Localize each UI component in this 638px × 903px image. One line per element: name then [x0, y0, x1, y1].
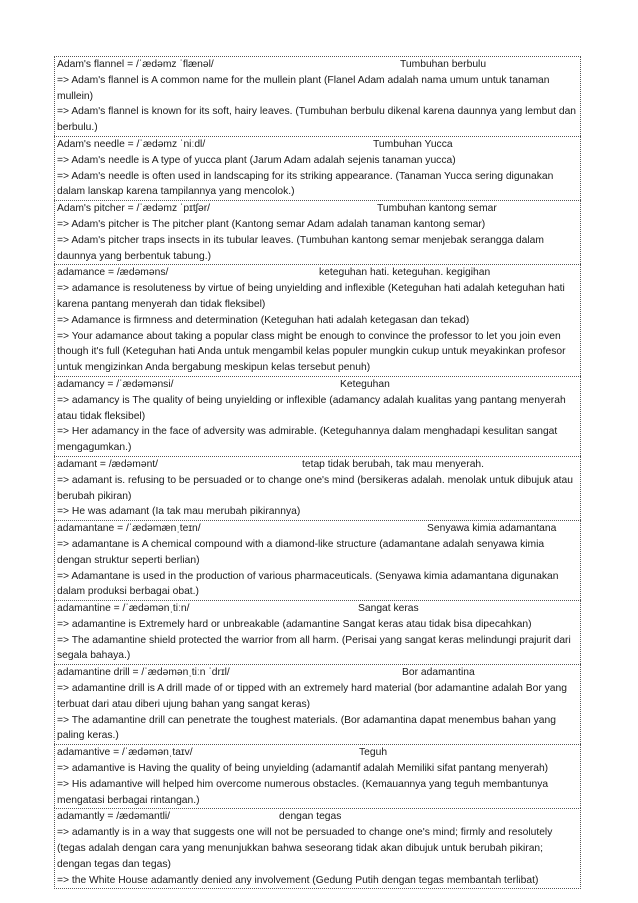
- example-line: => He was adamant (Ia tak mau merubah pikirannya): [57, 506, 301, 518]
- example-line: => adamantive is Having the quality of being unyielding (adamantif adalah Memiliki sifat pantang menyerah): [57, 763, 549, 775]
- headword: adamancy = /ˈædəmənsi/: [57, 378, 174, 390]
- entry-header: [57, 457, 579, 473]
- translation: tetap tidak berubah, tak mau menyerah.: [302, 458, 485, 470]
- entry-header: [57, 137, 579, 153]
- translation: Senyawa kimia adamantana: [427, 523, 557, 535]
- example-line: => adamantly is in a way that suggests one will not be persuaded to change one's mind; firmly and resolutely (tegas adalah dengan cara yang menunjukkan bahwa seseorang tidak akan dibujuk untuk berubah pikiran; dengan tegas dan tegas): [57, 827, 553, 870]
- headword: adamantane = /ˈædəmænˌteɪn/: [57, 523, 201, 535]
- dictionary-page: [54, 56, 581, 889]
- example-line: => Your adamance about taking a popular class might be enough to convince the professor to let you join even though it's full (Keteguhan hati Anda untuk mengambil kelas populer mungkin cukup untuk meyakinkan profesor untuk mengizinkan Anda bergabung meskipun kelas tersebut penuh): [57, 330, 566, 374]
- dictionary-entry: [54, 376, 581, 456]
- dictionary-entry: [54, 456, 581, 520]
- entry-header: [57, 665, 579, 681]
- example-line: => adamant is. refusing to be persuaded or to change one's mind (bersikeras adalah. menolak untuk dibujuk atau berubah pikiran): [57, 474, 573, 502]
- headword: Adam's pitcher = /ˈædəmz ˈpɪtʃər/: [57, 203, 210, 215]
- example-line: => His adamantive will helped him overcome numerous obstacles. (Kemauannya yang teguh membantunya mengatasi berbagai rintangan.): [57, 778, 549, 806]
- example-line: => adamantane is A chemical compound with a diamond-like structure (adamantane adalah senyawa kimia dengan struktur seperti berlian): [57, 538, 545, 566]
- translation: Teguh: [359, 747, 388, 759]
- translation: Tumbuhan kantong semar: [377, 203, 497, 215]
- dictionary-entry: [54, 200, 581, 264]
- entry-header: [57, 57, 579, 73]
- translation: Bor adamantina: [402, 667, 475, 679]
- dictionary-entry: [54, 56, 581, 136]
- example-line: => Adam's flannel is known for its soft, hairy leaves. (Tumbuhan berbulu dikenal karena daunnya yang lembut dan berbulu.): [57, 106, 577, 134]
- example-line: => the White House adamantly denied any involvement (Gedung Putih dengan tegas membantah terlibat): [57, 874, 539, 886]
- example-line: => adamance is resoluteness by virtue of being unyielding and inflexible (Keteguhan hati adalah keteguhan hati karena pantang menyerah dan tidak fleksibel): [57, 283, 565, 310]
- example-line: => Adam's pitcher is The pitcher plant (Kantong semar Adam adalah tanaman kantong semar): [57, 218, 486, 230]
- entry-header: [57, 377, 579, 393]
- headword: adamantly = /ædəmantli/: [57, 811, 171, 823]
- headword: adamantine = /ˈædəmənˌtiːn/: [57, 603, 190, 615]
- dictionary-entry: [54, 744, 581, 808]
- headword: adamantive = /ˈædəmənˌtaɪv/: [57, 747, 193, 759]
- example-line: => Her adamancy in the face of adversity was admirable. (Keteguhannya dalam menghadapi kesulitan sangat mengagumkan.): [57, 426, 558, 454]
- translation: Tumbuhan Yucca: [373, 138, 453, 150]
- entry-header: [57, 745, 579, 761]
- example-line: => Adam's flannel is A common name for the mullein plant (Flanel Adam adalah nama umum untuk tanaman mullein): [57, 74, 550, 102]
- dictionary-entry: [54, 136, 581, 200]
- example-line: => adamantine drill is A drill made of or tipped with an extremely hard material (bor adamantine adalah Bor yang terbuat dari atau diberi ujung bahan yang sangat keras): [57, 683, 567, 710]
- example-line: => Adamance is firmness and determination (Keteguhan hati adalah ketegasan dan tekad): [57, 314, 470, 326]
- example-line: => Adam's needle is A type of yucca plant (Jarum Adam adalah sejenis tanaman yucca): [57, 154, 456, 166]
- headword: adamantine drill = /ˈædəmənˌtiːn ˈdrɪl/: [57, 667, 230, 679]
- headword: Adam's flannel = /ˈædəmz ˈflænəl/: [57, 59, 214, 70]
- translation: keteguhan hati. keteguhan. kegigihan: [319, 267, 491, 279]
- headword: adamance = /ædəməns/: [57, 267, 169, 279]
- example-line: => Adam's needle is often used in landscaping for its striking appearance. (Tanaman Yucca sering digunakan dalam lanskap karena tampilannya yang mencolok.): [57, 170, 554, 198]
- dictionary-entry: [54, 264, 581, 376]
- example-line: => adamantine is Extremely hard or unbreakable (adamantine Sangat keras atau tidak bisa dipecahkan): [57, 618, 532, 630]
- example-line: => Adamantane is used in the production of various pharmaceuticals. (Senyawa kimia adamantana digunakan dalam produksi berbagai obat.): [57, 570, 559, 598]
- entry-header: [57, 201, 579, 217]
- example-line: => adamancy is The quality of being unyielding or inflexible (adamancy adalah kualitas yang pantang menyerah atau tidak fleksibel): [57, 394, 566, 422]
- dictionary-entry: [54, 520, 581, 600]
- dictionary-entry: [54, 600, 581, 664]
- translation: Sangat keras: [358, 603, 419, 615]
- dictionary-entry: [54, 808, 581, 889]
- translation: Keteguhan: [340, 378, 390, 390]
- example-line: => The adamantine shield protected the warrior from all harm. (Perisai yang sangat keras melindungi prajurit dari segala bahaya.): [57, 634, 571, 662]
- entry-header: [57, 809, 579, 825]
- headword: Adam's needle = /ˈædəmz ˈniːdl/: [57, 138, 206, 150]
- example-line: => Adam's pitcher traps insects in its tubular leaves. (Tumbuhan kantong semar menjebak serangga dalam daunnya yang berbentuk tabung.): [57, 234, 544, 262]
- headword: adamant = /ædəmənt/: [57, 458, 159, 470]
- entry-header: [57, 521, 579, 537]
- dictionary-entry: [54, 664, 581, 744]
- entry-header: [57, 601, 579, 617]
- translation: dengan tegas: [279, 811, 342, 823]
- translation: Tumbuhan berbulu: [400, 59, 487, 70]
- example-line: => The adamantine drill can penetrate the toughest materials. (Bor adamantina dapat menembus bahan yang paling keras.): [57, 714, 556, 742]
- entry-header: [57, 265, 579, 281]
